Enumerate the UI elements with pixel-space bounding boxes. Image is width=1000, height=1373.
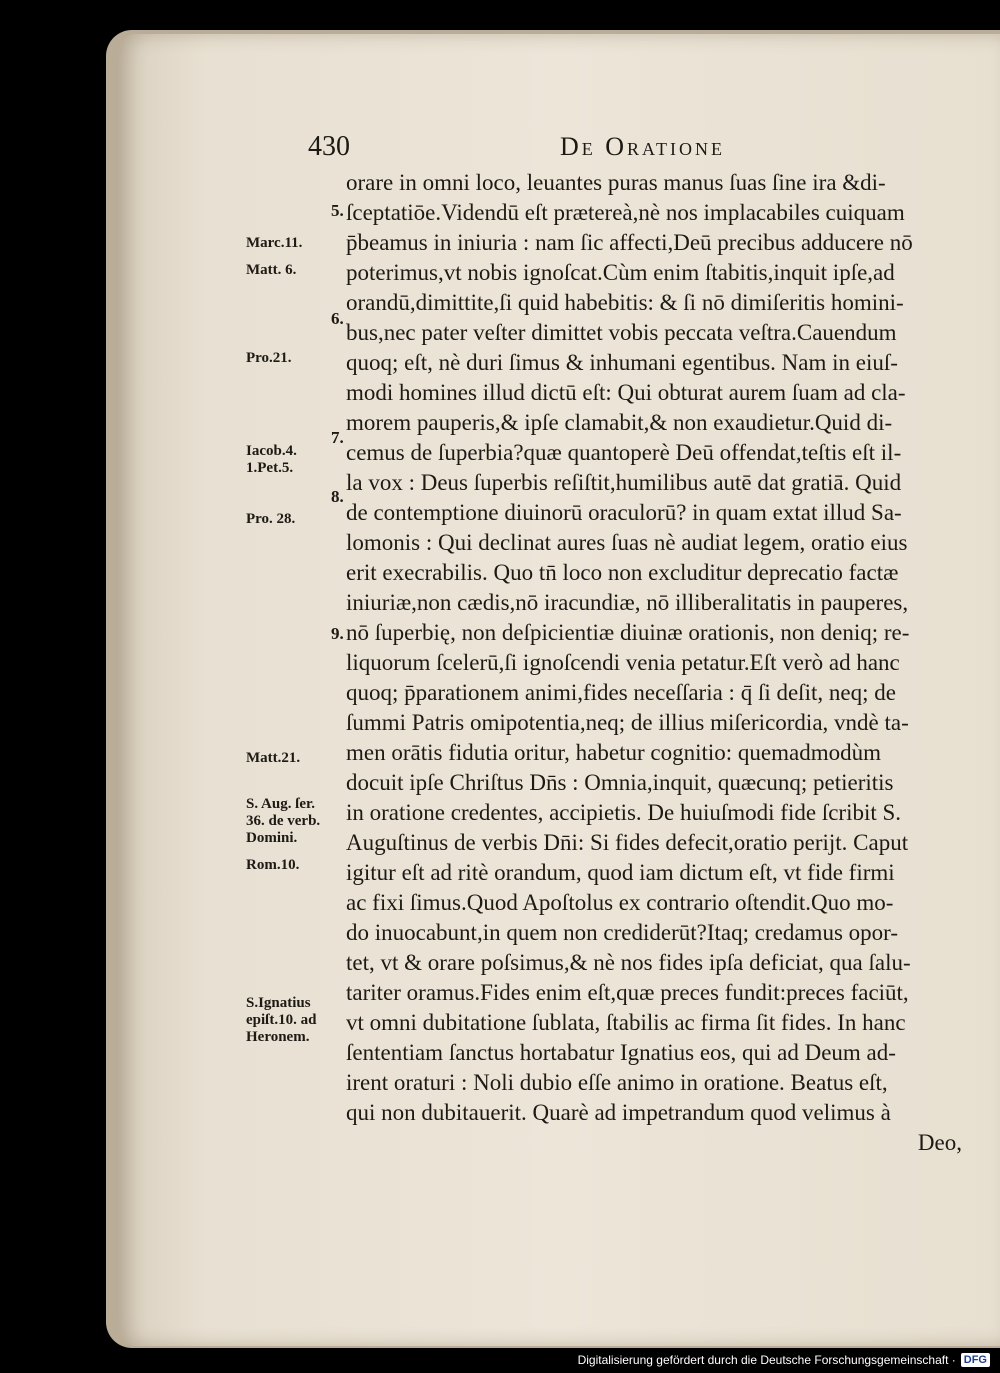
text-line: tet, vt & orare poſsimus,& nè nos fides ipſa deficiat, qua ſalu- xyxy=(346,950,911,975)
margin-note: Matt. 6. xyxy=(246,262,297,278)
margin-note: Marc.11. xyxy=(246,235,303,251)
section-number: 7. xyxy=(331,428,344,447)
margin-note: Iacob.4. 1.Pet.5. xyxy=(246,443,297,476)
text-line: bus,nec pater veſter dimittet vobis peccata veſtra.Cauendum xyxy=(346,320,897,345)
text-line: lomonis : Qui declinat aures ſuas nè audiat legem, oratio eius xyxy=(346,530,908,555)
text-line: ſummi Patris omipotentia,neq; de illius miſericordia, vndè ta- xyxy=(346,710,909,735)
section-number: 9. xyxy=(331,624,344,643)
text-line: in oratione credentes, accipietis. De huiuſmodi fide ſcribit S. xyxy=(346,800,902,825)
text-line: vt omni dubitatione ſublata, ſtabilis ac firma ſit fides. In hanc xyxy=(346,1010,906,1035)
text-line: liquorum ſcelerū,ſi ignoſcendi venia petatur.Eſt verò ad hanc xyxy=(346,650,900,675)
text-line: la vox : Deus ſuperbis reſiſtit,humilibus autē dat gratiā. Quid xyxy=(346,470,902,495)
text-line: do inuocabunt,in quem non crediderūt?Itaq; credamus opor- xyxy=(346,920,898,945)
text-line: ſententiam ſanctus hortabatur Ignatius eos, qui ad Deum ad- xyxy=(346,1040,896,1065)
text-line: irent oraturi : Noli dubio eſſe animo in oratione. Beatus eſt, xyxy=(346,1070,888,1095)
running-title: De Oratione xyxy=(560,132,726,161)
text-line: quoq; eſt, nè duri ſimus & inhumani egentibus. Nam in eiuſ- xyxy=(346,350,898,375)
text-line: tariter oramus.Fides enim eſt,quæ preces fundit:preces faciūt, xyxy=(346,980,909,1005)
text-line: docuit ipſe Chriſtus Dn̄s : Omnia,inquit, quæcunq; petieritis xyxy=(346,770,894,795)
margin-note: S. Aug. ſer. 36. de verb. Domini. xyxy=(246,796,321,846)
page-number: 430 xyxy=(308,131,350,162)
text-line: Auguſtinus de verbis Dn̄i: Si fides defecit,oratio perijt. Caput xyxy=(346,830,909,855)
text-line: orandū,dimittite,ſi quid habebitis: & ſi nō dimiſeritis homini- xyxy=(346,290,904,315)
catchword: Deo, xyxy=(917,1130,962,1155)
text-line: modi homines illud dictū eſt: Qui obturat aurem ſuam ad cla- xyxy=(346,380,906,405)
section-number: 8. xyxy=(331,487,344,506)
margin-note: Rom.10. xyxy=(246,857,300,873)
credit-text: Digitalisierung gefördert durch die Deutsche Forschungsgemeinschaft · xyxy=(577,1353,956,1367)
text-line: iniuriæ,non cædis,nō iracundiæ, nō illiberalitatis in pauperes, xyxy=(346,590,909,615)
text-line: men orātis fidutia oritur, habetur cognitio: quemadmodùm xyxy=(346,740,881,765)
text-line: ſceptatiōe.Videndū eſt prætereà,nè nos implacabiles cuiquam xyxy=(346,200,905,225)
text-line: nō ſuperbię, non deſpicientiæ diuinæ orationis, non deniq; re- xyxy=(346,620,910,645)
section-number: 6. xyxy=(331,309,344,328)
margin-note: S.Ignatius epiſt.10. ad Heronem. xyxy=(246,995,317,1045)
text-line: erit execrabilis. Quo tn̄ loco non excluditur deprecatio factæ xyxy=(346,560,899,585)
section-number: 5. xyxy=(331,201,344,220)
text-line: igitur eſt ad ritè orandum, quod iam dictum eſt, vt fide firmi xyxy=(346,860,895,885)
margin-note: Pro.21. xyxy=(246,350,292,366)
digitization-credit xyxy=(578,1351,990,1369)
text-line: qui non dubitauerit. Quarè ad impetrandum quod velimus à xyxy=(346,1100,891,1125)
text-line: de contemptione diuinorū oraculorū? in quam extat illud Sa- xyxy=(346,500,902,525)
text-line: ac fixi ſimus.Quod Apoſtolus ex contrario oſtendit.Quo mo- xyxy=(346,890,894,915)
text-line: morem pauperis,& ipſe clamabit,& non exaudietur.Quid di- xyxy=(346,410,893,435)
margin-note: Pro. 28. xyxy=(246,511,296,527)
text-line: p̄beamus in iniuria : nam ſic affecti,Deū precibus adducere nō xyxy=(346,230,913,255)
dfg-logo: DFG xyxy=(961,1353,990,1367)
text-line: poterimus,vt nobis ignoſcat.Cùm enim ſtabitis,inquit ipſe,ad xyxy=(346,260,895,285)
text-line: orare in omni loco, leuantes puras manus ſuas ſine ira &di- xyxy=(346,170,886,195)
text-line: quoq; p̄parationem animi,fides neceſſaria : q̄ ſi deſit, neq; de xyxy=(346,680,896,705)
text-line: cemus de ſuperbia?quæ quantoperè Deū offendat,teſtis eſt il- xyxy=(346,440,902,465)
margin-note: Matt.21. xyxy=(246,750,301,766)
